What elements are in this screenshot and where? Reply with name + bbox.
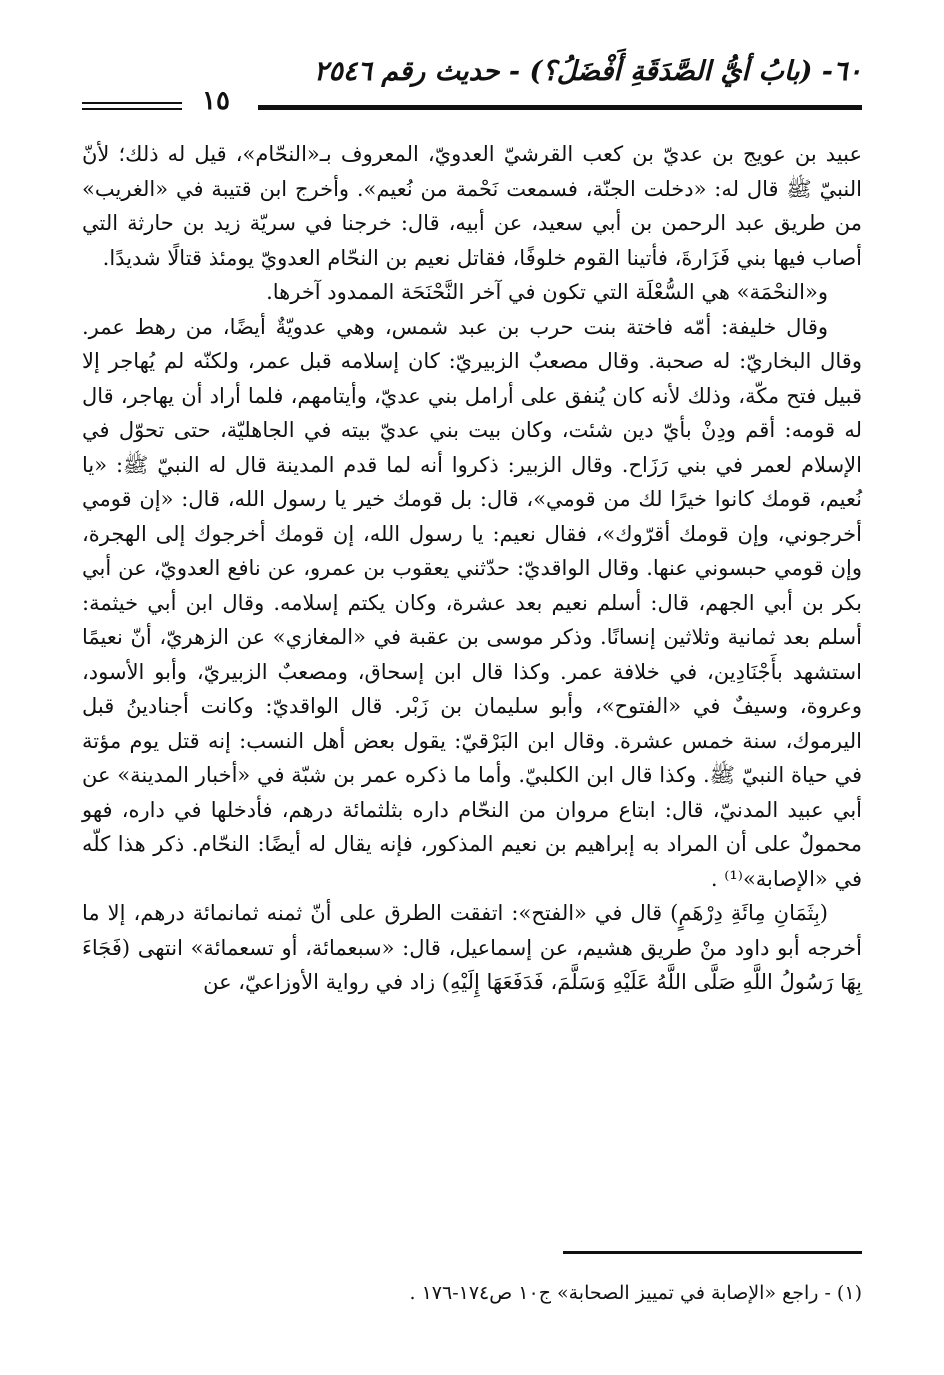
footnote: (١) - راجع «الإصابة في تمييز الصحابة» ج١٠ ص١٧٤-١٧٦ .	[409, 1282, 862, 1304]
page-header	[82, 56, 862, 116]
header-rule-thick	[258, 105, 862, 110]
header-rule-double-bottom	[82, 108, 182, 110]
main-text	[82, 137, 862, 1000]
paragraph: و«النحْمَة» هي السُّعْلَة التي تكون في آخر النَّحْنَحَة الممدود آخرها.	[266, 280, 828, 304]
page-number: ١٥	[202, 86, 230, 116]
footnote-separator	[563, 1251, 862, 1254]
paragraph: عبيد بن عويج بن عديّ بن كعب القرشيّ العدويّ، المعروف بـ«النحّام»، قيل له ذلك؛ لأنّ النبيّ ﷺ قال له: «دخلت الجنّة، فسمعت نَحْمة من نُعيم». وأخرج ابن قتيبة في «الغريب» من طريق عبد الرحمن بن أبي سعيد، عن أبيه، قال: خرجنا في سريّة زيد بن حارثة التي أصاب فيها بني فَزَارةَ، فأتينا القوم خلوفًا، فقاتل نعيم بن النحّام العدويّ يومئذ قتالًا شديدًا.	[82, 142, 862, 270]
running-head: ٦٠- (بابُ أيُّ الصَّدَقَةِ أَفْضَلُ؟) - حديث رقم ٢٥٤٦	[313, 56, 862, 87]
paragraph: (بِثَمَانِ مِائَةِ دِرْهَمٍ) قال في «الفتح»: اتفقت الطرق على أنّ ثمنه ثمانمائة درهم، إلا ما أخرجه أبو داود منْ طريق هشيم، عن إسماعيل، قال: «سبعمائة، أو تسعمائة» انتهى (فَجَاءَ بِهَا رَسُولُ اللَّهِ صَلَّى اللَّهُ عَلَيْهِ وَسَلَّمَ، فَدَفَعَهَا إِلَيْهِ) زاد في رواية الأوزاعيّ، عن	[82, 901, 862, 994]
paragraph: وقال خليفة: أمّه فاختة بنت حرب بن عبد شمس، وهي عدويّةٌ أيضًا، من رهط عمر. وقال البخاريّ: له صحبة. وقال مصعبٌ الزبيريّ: كان إسلامه قبل عمر، ولكنّه لم يُهاجر إلا قبيل فتح مكّة، وذلك لأنه كان يُنفق على أرامل بني عديّ، وأيتامهم، فلما أراد أن يهاجر، قال له قومه: أقم ودِنْ بأيّ دين شئت، وكان بيت بني عديّ بيته في الجاهليّة، حتى تحوّل في الإسلام لعمر في بني رَزَاح. وقال الزبير: ذكروا أنه لما قدم المدينة قال له النبيّ ﷺ: «يا نُعيم، قومك كانوا خيرًا لك من قومي»، قال: بل قومك خير يا رسول الله، قال: «إن قومي أخرجوني، وإن قومك أقرّوك»، فقال نعيم: يا رسول الله، إن قومك أخرجوك إلى الهجرة، وإن قومي حبسوني عنها. وقال الواقديّ: حدّثني يعقوب بن عمرو، عن نافع العدويّ، عن أبي بكر بن أبي الجهم، قال: أسلم نعيم بعد عشرة، وكان يكتم إسلامه. وقال ابن أبي خيثمة: أسلم بعد ثمانية وثلاثين إنسانًا. وذكر موسى بن عقبة في «المغازي» عن الزهريّ، أنّ نعيمًا استشهد بأَجْنَادِين، في خلافة عمر. وكذا قال ابن إسحاق، ومصعبٌ الزبيريّ، وأبو الأسود، وعروة، وسيفٌ في «الفتوح»، وأبو سليمان بن زَبْر. قال الواقديّ: وكانت أجنادينُ قبل اليرموك، سنة خمس عشرة. وقال ابن البَرْقيّ: يقول بعض أهل النسب: إنه قتل يوم مؤتة في حياة النبيّ ﷺ. وكذا قال ابن الكلبيّ. وأما ما ذكره عمر بن شبّة في «أخبار المدينة» عن أبي عبيد المدنيّ، قال: ابتاع مروان من النحّام داره بثلثمائة درهم، فأدخلها في داره، فهو محمولٌ على أن المراد به إبراهيم بن نعيم المذكور، فإنه يقال له أيضًا: النحّام. ذكر هذا كلّه في «الإصابة»⁽¹⁾ .	[82, 314, 863, 891]
header-rule-double-top	[82, 102, 182, 104]
